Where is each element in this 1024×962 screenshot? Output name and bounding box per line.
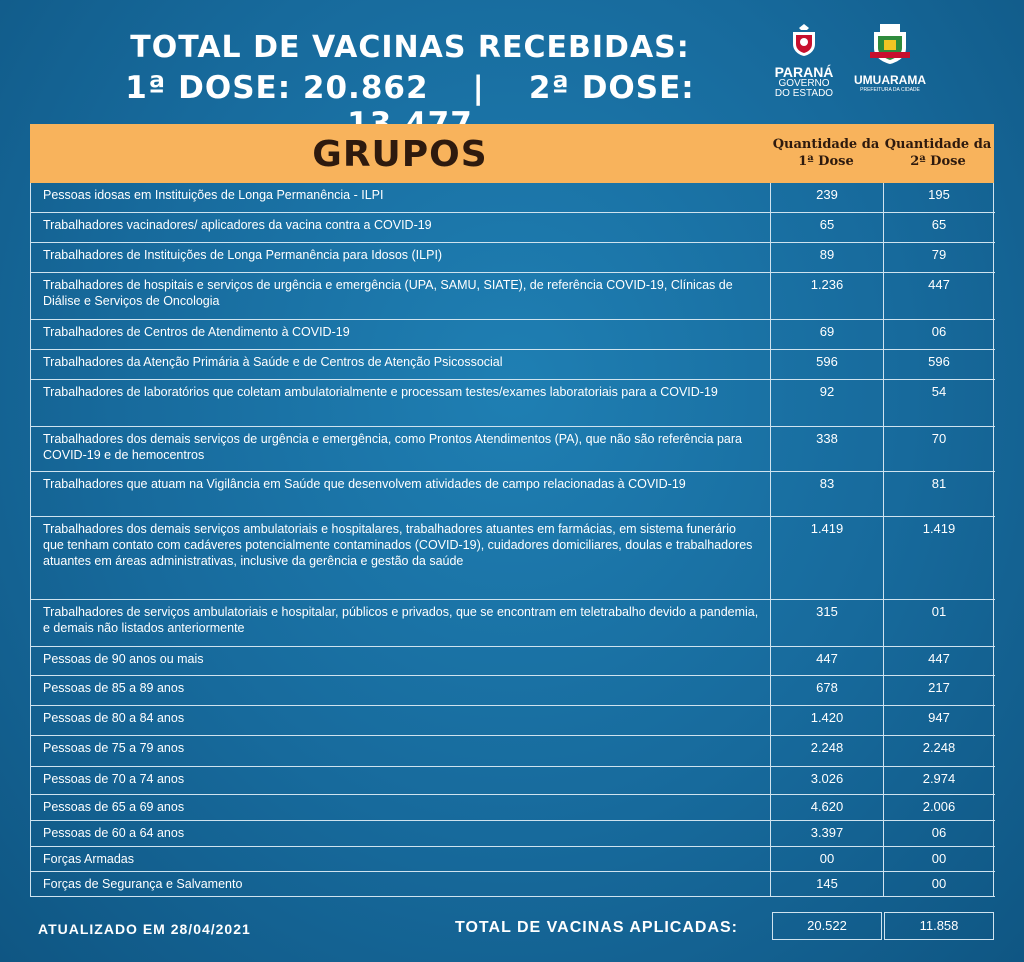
table-row — [31, 847, 995, 872]
table-row — [31, 273, 995, 320]
group-cell: Trabalhadores dos demais serviços ambulatoriais e hospitalares, trabalhadores atuantes em farmácias, em sistema funerário que tenham contato com cadáveres potencialmente contaminados (COVID-19), cuidadores domiciliares, doulas e trabalhadores atuantes em áreas administrativas, inclusive da gerência e gestão da saúde — [31, 517, 771, 599]
dose1-total: 1ª DOSE: 20.862 — [125, 70, 429, 106]
dose2-cell: 2.248 — [922, 740, 956, 755]
dose2-cell: 947 — [928, 710, 950, 725]
group-cell: Pessoas de 65 a 69 anos — [31, 795, 771, 820]
header-dose2: Quantidade da 2ª Dose — [884, 137, 992, 169]
group-cell: Forças de Segurança e Salvamento — [31, 872, 771, 896]
dose2-cell: 1.419 — [922, 521, 956, 536]
table-body — [30, 183, 994, 897]
updated-date: ATUALIZADO EM 28/04/2021 — [38, 921, 251, 937]
table-row — [31, 600, 995, 647]
dose1-cell: 1.419 — [810, 521, 844, 536]
group-cell: Trabalhadores vacinadores/ aplicadores da vacina contra a COVID-19 — [31, 213, 771, 242]
group-cell: Pessoas de 60 a 64 anos — [31, 821, 771, 846]
total-label: TOTAL DE VACINAS APLICADAS: — [455, 919, 739, 936]
table-row — [31, 183, 995, 213]
group-cell: Trabalhadores de laboratórios que coletam ambulatorialmente e processam testes/exames laboratoriais para a COVID-19 — [31, 380, 771, 426]
table-row — [31, 350, 995, 380]
parana-crest-icon — [787, 22, 821, 58]
table-row — [31, 213, 995, 243]
dose1-cell: 1.420 — [810, 710, 844, 725]
table-row — [31, 676, 995, 706]
parana-sub2: DO ESTADO — [774, 88, 834, 99]
dose2-cell: 2.006 — [922, 799, 956, 814]
dose1-cell: 338 — [816, 431, 838, 446]
parana-name: PARANÁ — [774, 64, 834, 80]
parana-logo — [768, 22, 840, 99]
dose2-cell: 06 — [931, 825, 947, 840]
group-cell: Trabalhadores de hospitais e serviços de urgência e emergência (UPA, SAMU, SIATE), de referência COVID-19, Clínicas de Diálise e Serviços de Oncologia — [31, 273, 771, 319]
group-cell: Pessoas idosas em Instituições de Longa Permanência - ILPI — [31, 183, 771, 212]
dose2-cell: 06 — [931, 324, 947, 339]
table-row — [31, 821, 995, 847]
dose2-cell: 70 — [931, 431, 947, 446]
dose2-cell: 596 — [928, 354, 950, 369]
dose1-cell: 239 — [816, 187, 838, 202]
total-dose1: 20.522 — [772, 912, 882, 940]
dose1-cell: 83 — [819, 476, 835, 491]
table-row — [31, 243, 995, 273]
group-cell: Forças Armadas — [31, 847, 771, 871]
table-row — [31, 795, 995, 821]
table-row — [31, 736, 995, 767]
table-row — [31, 872, 995, 897]
dose2-cell: 54 — [931, 384, 947, 399]
dose2-cell: 447 — [928, 651, 950, 666]
table-row — [31, 647, 995, 676]
dose2-cell: 81 — [931, 476, 947, 491]
page-title: TOTAL DE VACINAS RECEBIDAS: — [130, 30, 690, 65]
page-header — [0, 0, 1024, 120]
dose2-cell: 447 — [928, 277, 950, 292]
dose2-cell: 217 — [928, 680, 950, 695]
table-row — [31, 706, 995, 736]
total-dose2: 11.858 — [884, 912, 994, 940]
table-row — [31, 767, 995, 795]
umuarama-logo — [850, 22, 930, 93]
group-cell: Pessoas de 75 a 79 anos — [31, 736, 771, 766]
group-cell: Trabalhadores de Instituições de Longa Permanência para Idosos (ILPI) — [31, 243, 771, 272]
separator: | — [472, 70, 485, 106]
group-cell: Pessoas de 80 a 84 anos — [31, 706, 771, 735]
dose1-cell: 3.397 — [810, 825, 844, 840]
umuarama-crest-icon — [866, 22, 914, 66]
dose1-cell: 00 — [819, 851, 835, 866]
table-row — [31, 320, 995, 350]
dose1-cell: 89 — [819, 247, 835, 262]
dose1-cell: 65 — [819, 217, 835, 232]
header-grupos: GRUPOS — [312, 134, 488, 175]
dose1-cell: 447 — [816, 651, 838, 666]
table-row — [31, 380, 995, 427]
header-dose1: Quantidade da 1ª Dose — [772, 137, 880, 169]
group-cell: Trabalhadores da Atenção Primária à Saúde e de Centros de Atenção Psicossocial — [31, 350, 771, 379]
umuarama-name: UMUARAMA — [854, 73, 926, 87]
table-row — [31, 427, 995, 472]
dose2-total: 2ª DOSE: — [528, 70, 695, 106]
dose1-cell: 678 — [816, 680, 838, 695]
umuarama-sub: PREFEITURA DA CIDADE — [860, 87, 920, 93]
dose1-cell: 3.026 — [810, 771, 844, 786]
dose1-cell: 145 — [816, 876, 838, 891]
table-row — [31, 472, 995, 517]
dose2-cell: 79 — [931, 247, 947, 262]
table-row — [31, 517, 995, 600]
group-cell: Pessoas de 90 anos ou mais — [31, 647, 771, 675]
dose1-cell: 69 — [819, 324, 835, 339]
dose1-cell: 92 — [819, 384, 835, 399]
dose2-cell: 65 — [931, 217, 947, 232]
group-cell: Pessoas de 70 a 74 anos — [31, 767, 771, 794]
dose1-cell: 1.236 — [810, 277, 844, 292]
group-cell: Trabalhadores de Centros de Atendimento à COVID-19 — [31, 320, 771, 349]
dose1-cell: 4.620 — [810, 799, 844, 814]
dose1-cell: 2.248 — [810, 740, 844, 755]
table-header — [30, 124, 994, 183]
dose1-cell: 315 — [816, 604, 838, 619]
dose1-cell: 596 — [816, 354, 838, 369]
group-cell: Trabalhadores que atuam na Vigilância em Saúde que desenvolvem atividades de campo relacionadas à COVID-19 — [31, 472, 771, 516]
dose2-cell: 01 — [931, 604, 947, 619]
group-cell: Trabalhadores dos demais serviços de urgência e emergência, como Prontos Atendimentos (PA), que não são referência para COVID-19 e de hemocentros — [31, 427, 771, 471]
group-cell: Trabalhadores de serviços ambulatoriais e hospitalar, públicos e privados, que se encontram em teletrabalho devido a pandemia, e demais não listados anteriormente — [31, 600, 771, 646]
parana-sub1: GOVERNO — [778, 78, 830, 89]
dose2-cell: 195 — [928, 187, 950, 202]
dose2-cell: 00 — [931, 851, 947, 866]
dose2-cell: 00 — [931, 876, 947, 891]
dose2-cell: 2.974 — [922, 771, 956, 786]
group-cell: Pessoas de 85 a 89 anos — [31, 676, 771, 705]
